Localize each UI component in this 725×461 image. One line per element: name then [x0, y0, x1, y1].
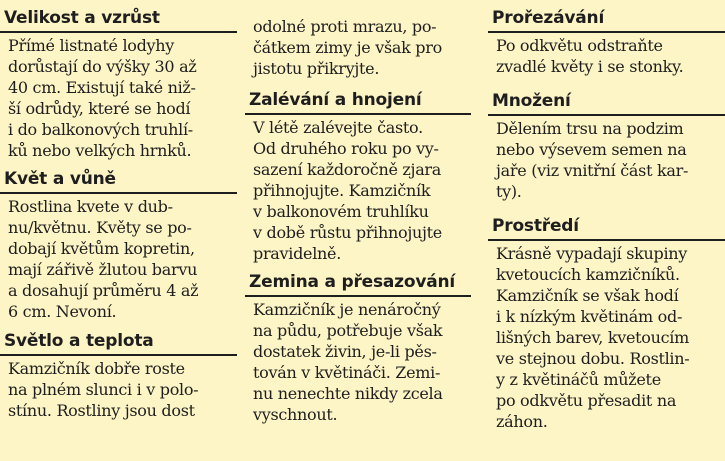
section-size-growth: [0, 0, 237, 161]
section-text: Kamzičník je nenáročný na půdu, potřebuje však dostatek živin, je-li pěs- tován v květináči. Zemi- nu nenechte nikdy zcela vyschnout.: [253, 300, 443, 424]
section-text: Kamzičník dobře roste na plném slunci i v polo- stínu. Rostliny jsou dost: [8, 359, 199, 420]
section-environment: [488, 216, 725, 432]
column-2: [245, 0, 471, 425]
section-heading: Květ a vůně: [0, 169, 237, 194]
section-heading: Množení: [488, 91, 725, 116]
section-heading: Zalévání a hnojení: [245, 90, 471, 115]
section-text: Dělením trsu na podzim nebo výsevem semen na jaře (viz vnitřní část kar- ty).: [496, 119, 689, 201]
section-text: Krásně vypadají skupiny kvetoucích kamzičníků. Kamzičník se však hodí i k nízkým květinám od- lišných barev, kvetoucím ve stejnou dobu. Rostlin- y z květináčů můžete po odkvětu přesadit na záhon.: [496, 244, 690, 431]
section-text: Po odkvětu odstraňte zvadlé květy i se stonky.: [496, 36, 684, 76]
section-text: V létě zalévejte často. Od druhého roku po vy- sazení každoročně zjara přihnojujte. Kamzičník v balkonovém truhlíku v době růstu přihnojujte pravidelně.: [253, 118, 442, 263]
column-1: [0, 0, 237, 421]
section-soil-repotting: [245, 272, 471, 425]
section-pruning: [488, 0, 725, 77]
section-heading: Zemina a přesazování: [245, 272, 471, 297]
section-light-temperature: [0, 331, 237, 421]
section-text: odolné proti mrazu, po- čátkem zimy je však pro jistotu přikryjte.: [253, 17, 442, 78]
section-text: Rostlina kvete v dub- nu/květnu. Květy se po- dobají květům kopretin, mají zářivě žlutou barvu a dosahují průměru 4 až 6 cm. Nevoní.: [8, 197, 199, 321]
section-heading: Prořezávání: [488, 8, 725, 33]
section-heading: Světlo a teplota: [0, 331, 237, 356]
section-heading: Velikost a vzrůst: [0, 8, 237, 33]
section-propagation: [488, 91, 725, 202]
column-3: [488, 0, 725, 432]
section-watering-fertilizing: [245, 90, 471, 264]
section-flower-scent: [0, 169, 237, 322]
section-heading: Prostředí: [488, 216, 725, 241]
section-continuation: [245, 0, 471, 79]
section-text: Přímé listnaté lodyhy dorůstají do výšky 30 až 40 cm. Existují také niž- ší odrůdy, které se hodí i do balkonových truhlí- ků nebo velkých hrnků.: [8, 36, 197, 160]
